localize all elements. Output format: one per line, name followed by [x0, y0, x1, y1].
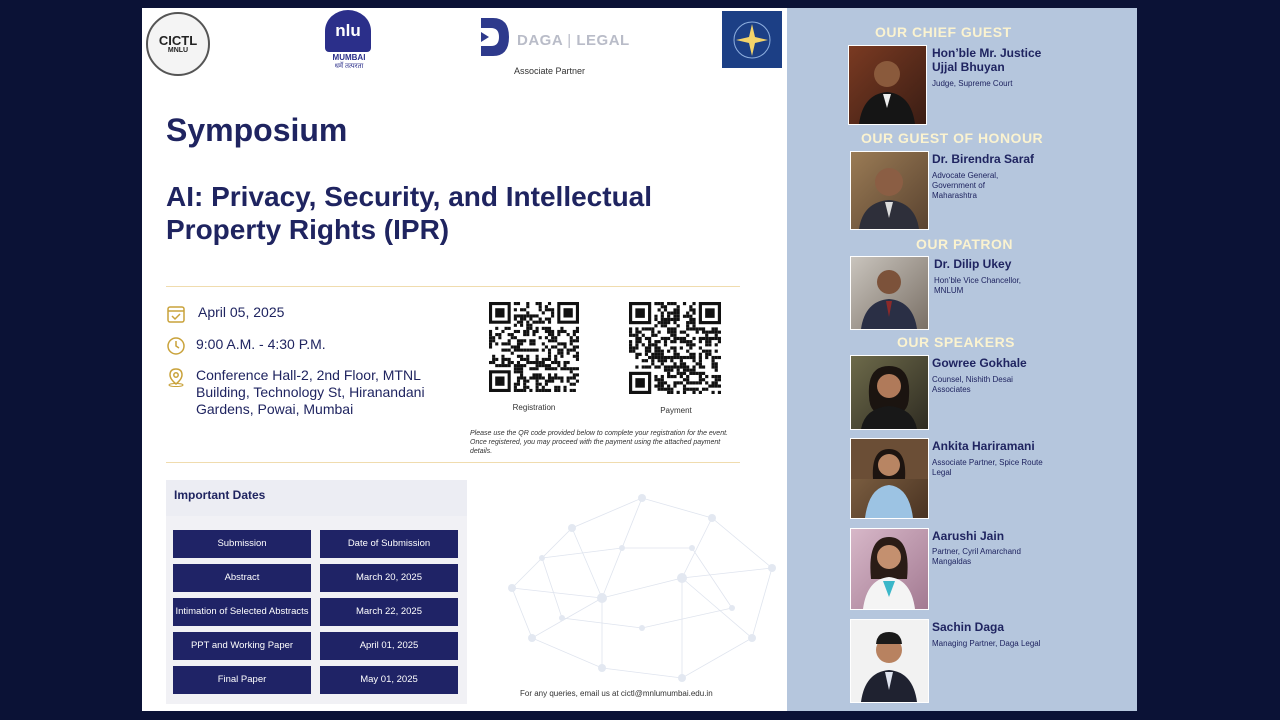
- daga-legal-logo: [479, 14, 629, 74]
- person-avatar: [851, 620, 928, 702]
- patron-role: Hon’ble Vice Chancellor, MNLUM: [934, 276, 1022, 295]
- location-pin-icon: [166, 367, 186, 387]
- chief-guest-heading: OUR CHIEF GUEST: [875, 24, 1012, 40]
- event-date-row: [166, 304, 284, 324]
- speaker-role: Managing Partner, Daga Legal: [932, 639, 1041, 648]
- daga-separator: |: [567, 32, 577, 49]
- person-avatar: [851, 257, 928, 329]
- person-avatar: [851, 356, 928, 429]
- nlu-mumbai-logo: [325, 10, 373, 72]
- nlu-crest: nlu: [325, 10, 371, 52]
- patron-heading: OUR PATRON: [916, 236, 1014, 252]
- date-row-value: April 01, 2025: [320, 632, 458, 660]
- chief-guest-role: Judge, Supreme Court: [932, 79, 1013, 88]
- date-row-label: PPT and Working Paper: [173, 632, 311, 660]
- nlu-city: MUMBAI: [332, 53, 366, 62]
- guest-of-honour-name: Dr. Birendra Saraf: [932, 152, 1035, 166]
- guest-of-honour-role: Advocate General, Government of Maharashtra: [932, 171, 999, 200]
- daga-legal-word: LEGAL: [576, 32, 630, 49]
- payment-qr-label: Payment: [660, 406, 692, 415]
- event-venue: Conference Hall-2, 2nd Floor, MTNL Building, Technology St, Hiranandani Gardens, Powai, Mumbai: [196, 367, 425, 417]
- network-graphic: [482, 468, 787, 698]
- registration-qr-code[interactable]: [489, 302, 579, 392]
- event-subtitle: AI: Privacy, Security, and Intellectual Property Rights (IPR): [166, 181, 653, 245]
- date-row-value: March 22, 2025: [320, 598, 458, 626]
- important-dates-title: Important Dates: [174, 488, 266, 502]
- star-icon: [730, 18, 774, 62]
- patron-name: Dr. Dilip Ukey: [934, 257, 1012, 271]
- clock-icon: [166, 336, 186, 356]
- cictl-logo: [146, 12, 210, 76]
- event-venue-row: [166, 367, 436, 418]
- event-title: Symposium: [166, 112, 348, 148]
- speaker-photo: [850, 355, 929, 430]
- associate-partner-label: Associate Partner: [514, 66, 586, 76]
- divider: [166, 286, 740, 287]
- calstar-logo: [722, 11, 782, 68]
- guest-of-honour-heading: OUR GUEST OF HONOUR: [861, 130, 1044, 146]
- qr-instructions: Please use the QR code provided below to complete your registration for the event. Once registered, you may proceed with the payment using the attached payment details.: [470, 430, 728, 455]
- speaker-name: Aarushi Jain: [932, 529, 1005, 543]
- speaker-name: Ankita Hariramani: [932, 439, 1035, 453]
- patron-photo: [850, 256, 929, 330]
- speaker-role: Counsel, Nishith Desai Associates: [932, 375, 1013, 394]
- chief-guest-photo: [848, 45, 927, 125]
- speakers-heading: OUR SPEAKERS: [897, 334, 1016, 350]
- qr-code-icon: [489, 302, 579, 392]
- chief-guest-name: Hon’ble Mr. Justice Ujjal Bhuyan: [932, 46, 1042, 74]
- speaker-name: Sachin Daga: [932, 620, 1005, 634]
- guests-panel: [787, 8, 1137, 711]
- guest-of-honour-photo: [850, 151, 929, 230]
- qr-code-icon: [629, 302, 721, 394]
- person-avatar: [851, 439, 928, 518]
- speaker-name: Gowree Gokhale: [932, 356, 1027, 370]
- daga-d-icon: [479, 16, 511, 58]
- date-row-value: March 20, 2025: [320, 564, 458, 592]
- important-dates-panel: [166, 480, 467, 704]
- speaker-photo: [850, 528, 929, 610]
- speaker-role: Partner, Cyril Amarchand Mangaldas: [932, 547, 1021, 566]
- event-date: April 05, 2025: [198, 304, 285, 320]
- divider: [166, 462, 740, 463]
- date-row-value: May 01, 2025: [320, 666, 458, 694]
- contact-email-note[interactable]: For any queries, email us at cictl@mnlumumbai.edu.in: [520, 689, 713, 698]
- dates-header-label: Submission: [173, 530, 311, 558]
- speaker-photo: [850, 619, 929, 703]
- speaker-role: Associate Partner, Spice Route Legal: [932, 458, 1043, 477]
- payment-qr-code[interactable]: [629, 302, 719, 392]
- dates-header-value: Date of Submission: [320, 530, 458, 558]
- daga-wordmark: [517, 32, 630, 49]
- speaker-photo: [850, 438, 929, 519]
- person-avatar: [849, 46, 926, 124]
- nlu-motto: धर्मे तत्परता: [334, 63, 364, 70]
- poster-main-panel: [142, 8, 787, 711]
- event-time-row: [166, 336, 326, 356]
- mnlu-logo-text: MNLU: [167, 47, 189, 54]
- person-avatar: [851, 529, 928, 609]
- date-row-label: Abstract: [173, 564, 311, 592]
- date-row-label: Intimation of Selected Abstracts: [173, 598, 311, 626]
- symposium-poster: [142, 8, 1137, 711]
- daga-name: DAGA: [517, 32, 563, 49]
- cictl-logo-text: CICTL: [158, 33, 198, 48]
- registration-qr-label: Registration: [512, 403, 556, 412]
- date-row-label: Final Paper: [173, 666, 311, 694]
- person-avatar: [851, 152, 928, 229]
- calendar-icon: [166, 304, 186, 324]
- event-time: 9:00 A.M. - 4:30 P.M.: [196, 336, 326, 352]
